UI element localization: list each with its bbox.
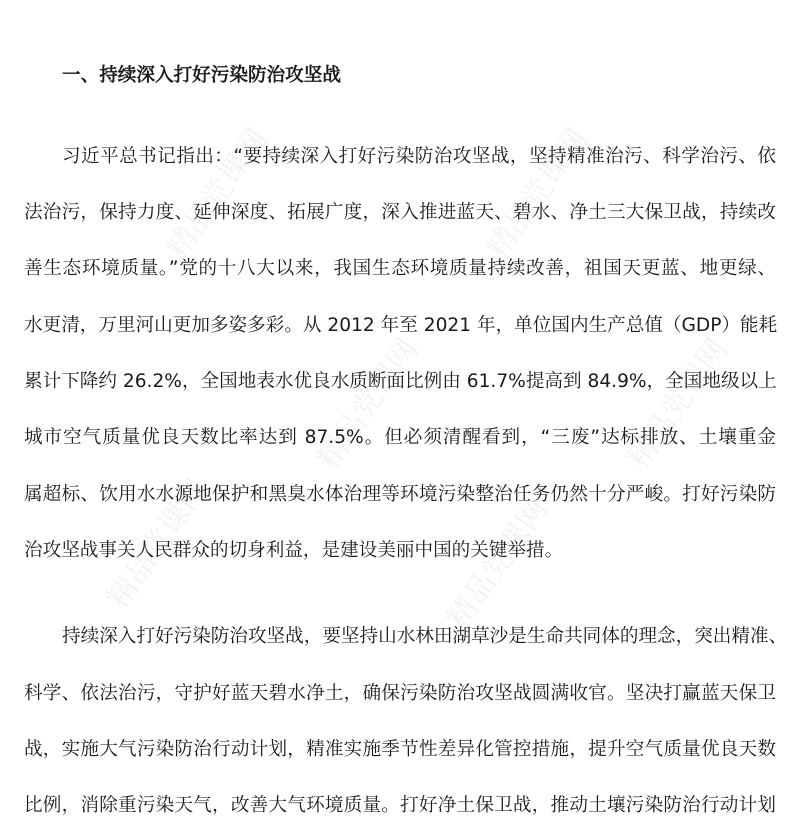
text-line: 治攻坚战事关人民群众的切身利益，是建设美丽中国的关键举措。 [24, 540, 564, 561]
watermark-text: 精品党课网 [480, 122, 596, 266]
text-line: 战，实施大气污染防治行动计划，精准实施季节性差异化管控措施，提升空气质量优良天数 [24, 739, 776, 760]
text-line: 比例，消除重污染天气，改善大气环境质量。打好净土保卫战，推动土壤污染防治行动计划 [24, 795, 776, 816]
text-line: 属超标、饮用水水源地保护和黑臭水体治理等环境污染整治任务仍然十分严峻。打好污染防 [24, 484, 776, 505]
text-line: 持续深入打好污染防治攻坚战，要坚持山水林田湖草沙是生命共同体的理念，突出精准、 [62, 626, 788, 647]
watermark-text: 精品党课网 [440, 492, 556, 636]
text-line: 累计下降约 26.2%，全国地表水优良水质断面比例由 61.7%提高到 84.9%，全国地级以上 [24, 371, 777, 392]
text-line: 习近平总书记指出：“要持续深入打好污染防治攻坚战，坚持精准治污、科学治污、依 [62, 146, 776, 167]
text-line: 城市空气质量优良天数比率达到 87.5%。但必须清醒看到，“三废”达标排放、土壤重金 [24, 427, 776, 448]
watermark-text: 精品党课网 [100, 472, 216, 616]
watermark-text: 精品党课网 [160, 122, 276, 266]
text-line: 水更清，万里河山更加多姿多彩。从 2012 年至 2021 年，单位国内生产总值（GDP）能耗 [24, 315, 778, 336]
section-heading: 一、持续深入打好污染防治攻坚战 [62, 65, 341, 86]
text-line: 科学、依法治污，守护好蓝天碧水净土，确保污染防治攻坚战圆满收官。坚决打赢蓝天保卫 [24, 683, 776, 704]
text-line: 法治污，保持力度、延伸深度、拓展广度，深入推进蓝天、碧水、净土三大保卫战，持续改 [24, 202, 776, 223]
watermark-text: 精品党课网 [310, 332, 426, 476]
watermark-text: 精品党课网 [620, 332, 736, 476]
text-line: 善生态环境质量。”党的十八大以来，我国生态环境质量持续改善，祖国天更蓝、地更绿、 [24, 258, 776, 279]
